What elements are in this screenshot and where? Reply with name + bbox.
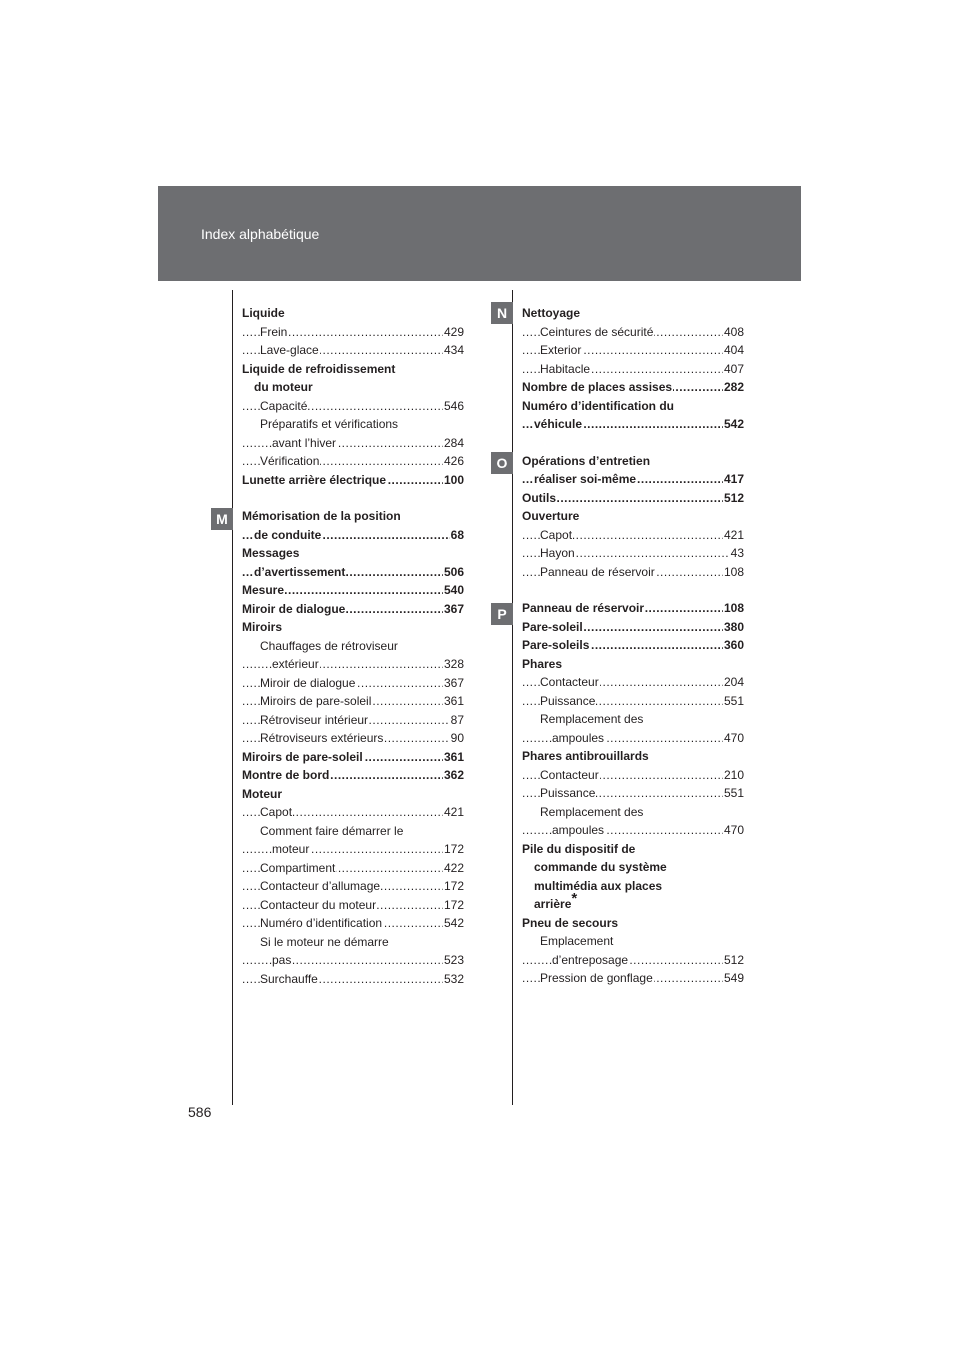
index-entry: Vérification 426 .....	[242, 452, 464, 471]
index-entry: multimédia aux places	[534, 878, 663, 893]
index-entry: extérieur 328 .....	[242, 655, 464, 674]
index-entry: Puissance 551 .....	[522, 692, 744, 711]
index-entry: Mémorisation de la position	[242, 509, 401, 523]
index-entry: Si le moteur ne démarre	[260, 934, 389, 949]
index-entry: Liquide	[242, 306, 285, 320]
index-entry: Contacteur 210 .....	[522, 766, 744, 785]
index-entry: Pile du dispositif de	[522, 841, 636, 856]
index-entry: moteur 172 .....	[242, 840, 464, 859]
index-entry: Numéro d’identification du	[522, 398, 674, 413]
index-entry: pas 523 .....	[242, 951, 464, 970]
index-entry: réaliser soi-même 417 .....	[522, 470, 744, 489]
index-entry: Miroir de dialogue 367 .....	[242, 674, 464, 693]
index-column-right	[522, 304, 744, 988]
index-entry: Moteur	[242, 786, 282, 801]
index-entry: Préparatifs et vérifications	[260, 417, 399, 431]
index-entry: Ouverture	[522, 509, 580, 523]
left-column-rule	[232, 290, 233, 1105]
index-column-left	[242, 304, 464, 988]
index-entry: Pression de gonflage 549 .....	[522, 969, 744, 988]
index-entry: Capot 421 .....	[522, 526, 744, 545]
index-entry: Phares	[522, 656, 563, 671]
index-entry: Miroirs	[242, 620, 283, 634]
letter-tab-m: M	[211, 508, 233, 530]
index-entry: d’avertissement 506 .....	[242, 563, 464, 582]
index-entry: Contacteur du moteur 172 .....	[242, 896, 464, 915]
index-entry: Numéro d’identification 542 .....	[242, 914, 464, 933]
index-entry: Nettoyage	[522, 306, 581, 320]
index-entry: Remplacement des	[540, 712, 644, 726]
index-entry: Opérations d’entretien	[522, 453, 651, 468]
index-entry: Emplacement	[540, 934, 614, 948]
index-entry: avant l’hiver 284 .....	[242, 434, 464, 453]
index-entry: Habitacle 407 .....	[522, 360, 744, 379]
index-entry: Pare-soleil 380 .....	[522, 618, 744, 637]
index-entry: Miroirs de pare-soleil 361 .....	[242, 692, 464, 711]
index-entry: du moteur	[254, 380, 313, 394]
letter-tab-n: N	[491, 302, 513, 324]
index-entry: Miroirs de pare-soleil 361 .....	[242, 748, 464, 767]
index-entry: Pare-soleils 360 .....	[522, 636, 744, 655]
index-entry: Phares antibrouillards	[522, 749, 649, 763]
index-entry: ampoules 470 .....	[522, 729, 744, 748]
index-entry: véhicule 542 .....	[522, 415, 744, 434]
index-entry: Liquide de refroidissement	[242, 361, 396, 376]
letter-tab-p: P	[491, 603, 513, 625]
index-entry: Puissance 551 .....	[522, 784, 744, 803]
index-entry: Remplacement des	[540, 804, 644, 819]
index-entry: Montre de bord 362 .....	[242, 766, 464, 785]
index-entry: Surchauffe 532 .....	[242, 970, 464, 989]
index-entry: Capacité 546 .....	[242, 397, 464, 416]
page-number: 586	[188, 1104, 212, 1120]
index-entry: Lave-glace 434 .....	[242, 341, 464, 360]
index-entry: Mesure 540 .....	[242, 581, 464, 600]
index-entry: Capot 421 .....	[242, 803, 464, 822]
index-entry: Panneau de réservoir 108 .....	[522, 563, 744, 582]
index-entry: ampoules 470 .....	[522, 821, 744, 840]
page-header	[158, 186, 801, 281]
index-entry: arrière*	[534, 890, 578, 911]
index-entry: Chauffages de rétroviseur	[260, 638, 398, 653]
letter-tab-o: O	[491, 452, 513, 474]
index-entry: Rétroviseurs extérieurs 90 .....	[242, 729, 464, 748]
index-entry: Outils 512 .....	[522, 489, 744, 508]
index-entry: Frein 429 .....	[242, 323, 464, 342]
index-entry: Miroir de dialogue 367 .....	[242, 600, 464, 619]
right-column-rule	[512, 290, 513, 1105]
header-title: Index alphabétique	[201, 226, 320, 242]
index-entry: Hayon 43 .....	[522, 544, 744, 563]
index-entry: d’entreposage 512 .....	[522, 951, 744, 970]
index-entry: Panneau de réservoir 108 .....	[522, 599, 744, 618]
index-entry: Contacteur 204 .....	[522, 673, 744, 692]
index-entry: de conduite 68 .....	[242, 526, 464, 545]
index-entry: Comment faire démarrer le	[260, 823, 404, 838]
index-entry: Rétroviseur intérieur 87 .....	[242, 711, 464, 730]
footnote-asterisk: *	[571, 890, 578, 907]
index-entry: Ceintures de sécurité 408 .....	[522, 323, 744, 342]
index-entry: Messages	[242, 546, 300, 560]
index-entry: Compartiment 422 .....	[242, 859, 464, 878]
index-entry: Nombre de places assises 282 .....	[522, 378, 744, 397]
index-entry: Lunette arrière électrique 100 .....	[242, 471, 464, 490]
index-entry: commande du système	[534, 860, 667, 874]
index-entry: Exterior 404 .....	[522, 341, 744, 360]
index-entry: Pneu de secours	[522, 915, 619, 930]
index-entry: Contacteur d’allumage 172 .....	[242, 877, 464, 896]
